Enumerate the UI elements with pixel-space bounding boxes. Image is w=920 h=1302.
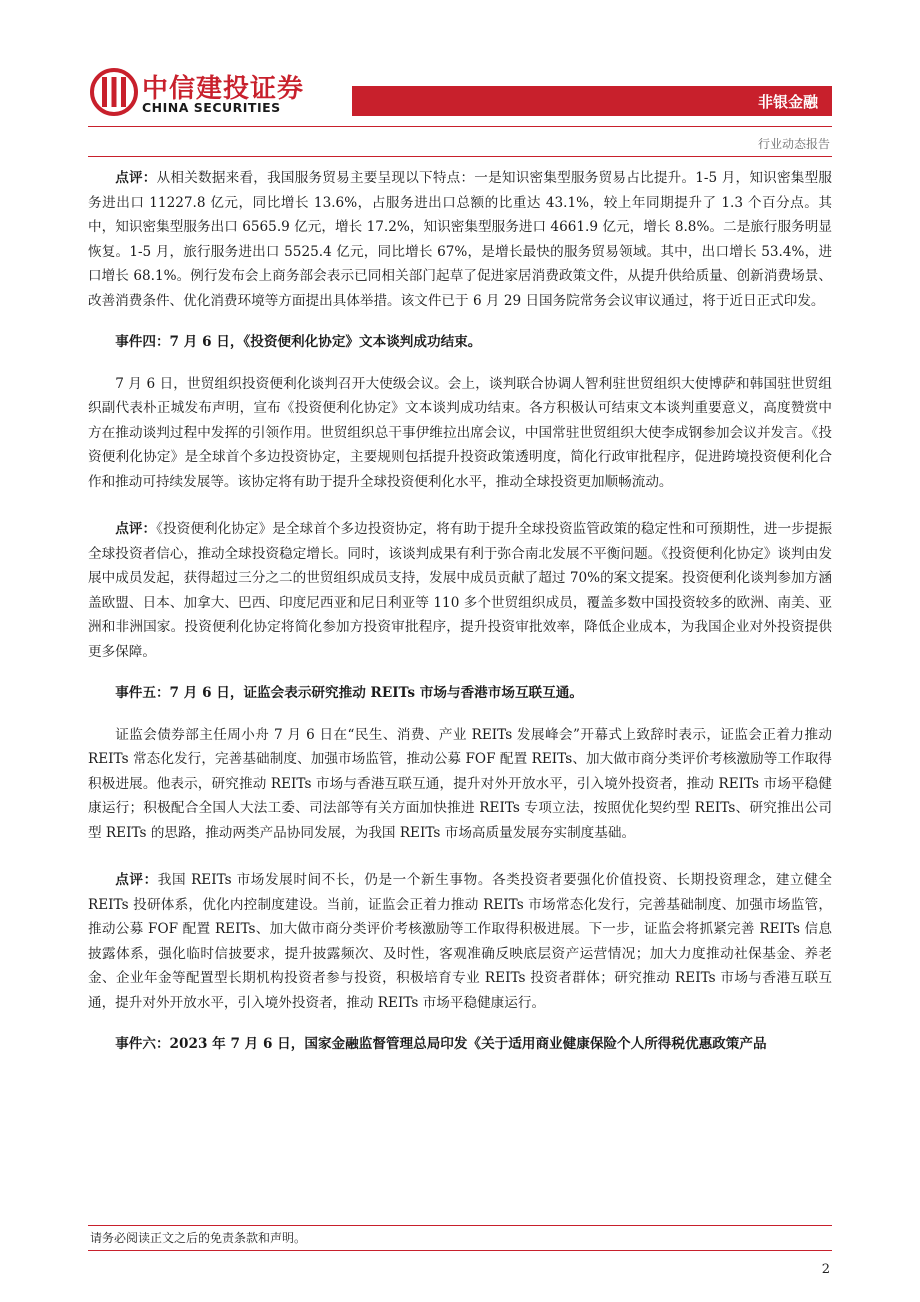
footer-divider (88, 1225, 832, 1226)
company-logo (90, 66, 320, 122)
event-four-paragraph: 7 月 6 日，世贸组织投资便利化谈判召开大使级会议。会上，谈判联合协调人智利驻世贸组织大使博萨和韩国驻世贸组织副代表朴正城发布声明，宣布《投资便利化协定》文本谈判成功结束。各方积极认可结束文本谈判重要意义，高度赞赏中方在推动谈判过程中发挥的引领作用。世贸组织总干事伊维拉出席会议，中国常驻世贸组织大使李成钢参加会议并发言。《投资便利化协定》是全球首个多边投资协定，主要规则包括提升投资政策透明度，简化行政审批程序，促进跨境投资便利化合作和推动可持续发展等。该协定将有助于提升全球投资便利化水平，推动全球投资更加顺畅流动。 (88, 375, 832, 490)
comment-label: 点评： (115, 521, 157, 537)
footer-divider-lower (88, 1250, 832, 1251)
comment-paragraph-reits (88, 868, 832, 1015)
event-six-heading: 事件六：2023 年 7 月 6 日，国家金融监督管理总局印发《关于适用商业健康保险个人所得税优惠政策产品 (115, 1036, 767, 1052)
disclaimer-note: 请务必阅读正文之后的免责条款和声明。 (90, 1231, 307, 1245)
sector-banner (352, 86, 832, 116)
event-five-heading: 事件五：7 月 6 日，证监会表示研究推动 REITs 市场与香港市场互联互通。 (115, 685, 583, 701)
report-type: 行业动态报告 (757, 137, 830, 151)
page-number: 2 (821, 1262, 830, 1277)
comment-paragraph-investment (88, 517, 832, 664)
comment-text: 从相关数据来看，我国服务贸易主要呈现以下特点：一是知识密集型服务贸易占比提升。1-5 月，知识密集型服务进出口 11227.8 亿元，同比增长 13.6%，占服务进出口总额的比重达 43.1%，较上年同期提升了 1.3 个百分点。其中，知识密集型服务出口 6565.9 亿元，增长 17.2%，知识密集型服务进口 4661.9 亿元，增长 8.8%。二是旅行服务明显恢复。1-5 月，旅行服务进出口 5525.4 亿元，同比增长 67%，是增长最快的服务贸易领域。其中，出口增长 53.4%，进口增长 68.1%。例行发布会上商务部会表示已同相关部门起草了促进家居消费政策文件，从提升供给质量、创新消费场景、改善消费条件、优化消费环境等方面提出具体举措。该文件已于 6 月 29 日国务院常务会议审议通过，将于近日正式印发。 (88, 170, 832, 309)
logo-english-name: CHINA SECURITIES (142, 100, 281, 115)
comment-text: 《投资便利化协定》是全球首个多边投资协定，将有助于提升全球投资监管政策的稳定性和可预期性，进一步提振全球投资者信心，推动全球投资稳定增长。同时，该谈判成果有利于弥合南北发展不平衡问题。《投资便利化协定》谈判由发展中成员发起，获得超过三分之二的世贸组织成员支持，发展中成员贡献了超过 70%的案文提案。投资便利化谈判参加方涵盖欧盟、日本、加拿大、巴西、印度尼西亚和尼日利亚等 110 多个世贸组织成员，覆盖多数中国投资较多的欧洲、南美、亚洲和非洲国家。投资便利化协定将简化参加方投资审批程序，提升投资审批效率，降低企业成本，为我国企业对外投资提供更多保障。 (88, 521, 832, 660)
logo-chinese-name: 中信建投证券 (142, 74, 305, 104)
report-body (88, 166, 832, 1057)
comment-paragraph-services (88, 166, 832, 313)
event-four-heading: 事件四：7 月 6 日，《投资便利化协定》文本谈判成功结束。 (115, 334, 482, 350)
comment-label: 点评： (115, 170, 157, 186)
sector-label: 非银金融 (757, 93, 818, 111)
header-divider (88, 126, 832, 127)
event-five-paragraph: 证监会债券部主任周小舟 7 月 6 日在“民生、消费、产业 REITs 发展峰会”开幕式上致辞时表示，证监会正着力推动 REITs 常态化发行，完善基础制度、加强市场监管，推动公募 FOF 配置 REITs、加大做市商分类评价考核激励等工作取得积极进展。他表示，研究推动 REITs 市场与香港互联互通，提升对外开放水平，引入境外投资者，推动 REITs 市场平稳健康运行；积极配合全国人大法工委、司法部等有关方面加快推进 REITs 专项立法，按照优化契约型 REITs、研究推出公司型 REITs 的思路，推动两类产品协同发展，为我国 REITs 市场高质量发展夯实制度基础。 (88, 726, 832, 841)
comment-text: 我国 REITs 市场发展时间不长，仍是一个新生事物。各类投资者要强化价值投资、长期投资理念，建立健全 REITs 投研体系，优化内控制度建设。当前，证监会正着力推动 REITs 市场常态化发行，完善基础制度、加强市场监管，推动公募 FOF 配置 REITs、加大做市商分类评价考核激励等工作取得积极进展。下一步，证监会将抓紧完善 REITs 信息披露体系，强化临时信披要求，提升披露频次、及时性，客观准确反映底层资产运营情况；加大力度推动社保基金、养老金、企业年金等配置型长期机构投资者参与投资，积极培育专业 REITs 投资者群体；研究推动 REITs 市场与香港互联互通，提升对外开放水平，引入境外投资者，推动 REITs 市场平稳健康运行。 (88, 872, 832, 1011)
china-securities-logo-icon (90, 68, 138, 116)
header-divider-lower (88, 156, 832, 157)
comment-label: 点评： (115, 872, 158, 888)
